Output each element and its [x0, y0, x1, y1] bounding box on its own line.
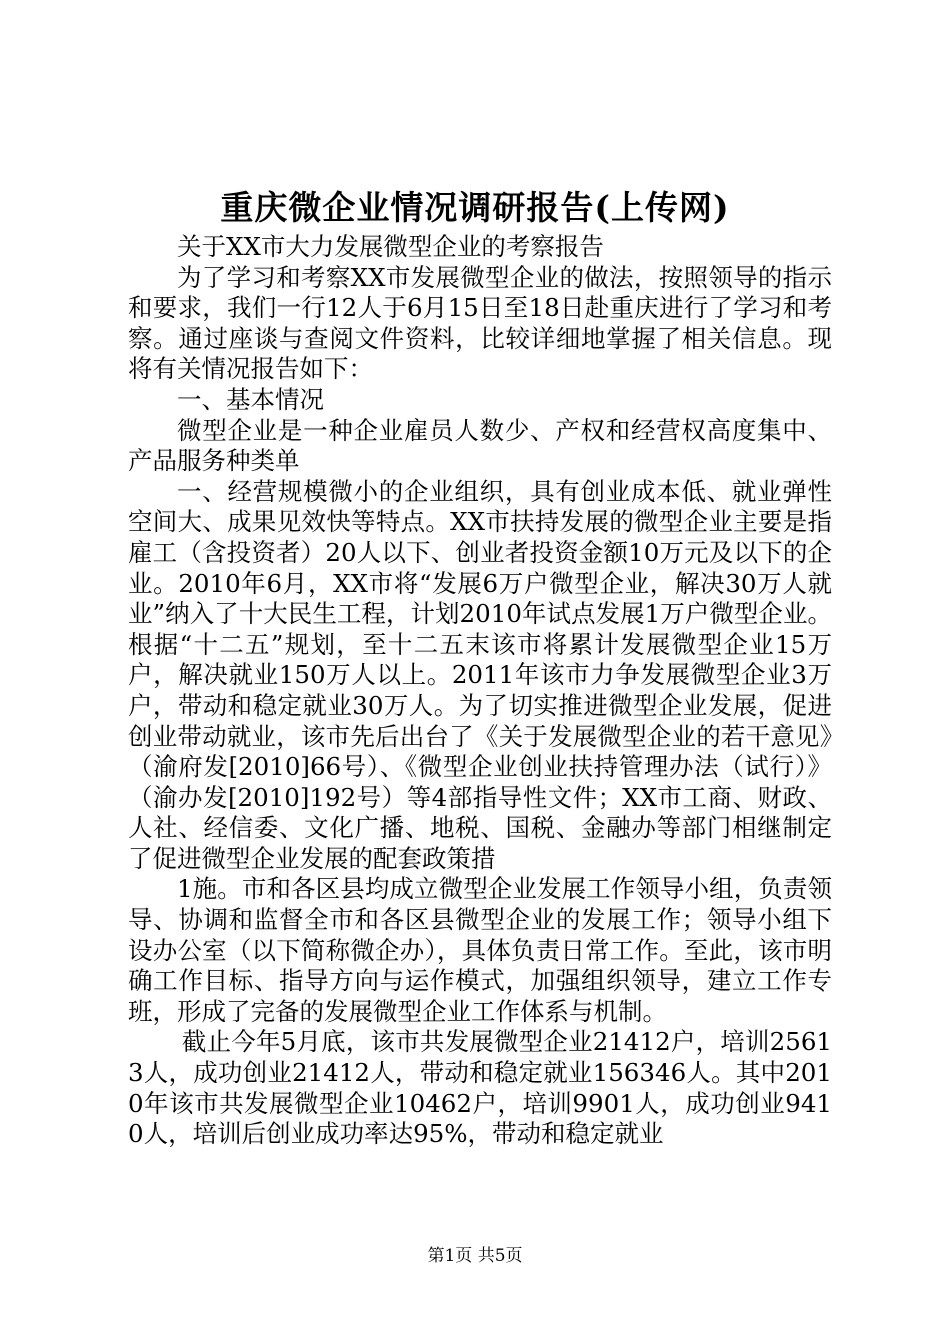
document-title: 重庆微企业情况调研报告(上传网): [220, 188, 730, 227]
paragraph-definition: 微型企业是一种企业雇员人数少、产权和经营权高度集中、产品服务种类单: [128, 415, 832, 476]
paragraph-policy: 一、经营规模微小的企业组织，具有创业成本低、就业弹性空间大、成果见效快等特点。XX市扶持发展的微型企业主要是指雇工（含投资者）20人以下、创业者投资金额10万元及以下的企业。2010年6月，XX市将“发展6万户微型企业，解决30万人就业”纳入了十大民生工程，计划2010年试点发展1万户微型企业。根据“十二五”规划，至十二五末该市将累计发展微型企业15万户，解决就业150万人以上。2011年该市力争发展微型企业3万户，带动和稳定就业30万人。为了切实推进微型企业发展，促进创业带动就业，该市先后出台了《关于发展微型企业的若干意见》（渝府发[2010]66号）、《微型企业创业扶持管理办法（试行）》（渝办发[2010]192号）等4部指导性文件；XX市工商、财政、人社、经信委、文化广播、地税、国税、金融办等部门相继制定了促进微型企业发展的配套政策措: [128, 476, 832, 873]
paragraph-intro: 为了学习和考察XX市发展微型企业的做法，按照领导的指示和要求，我们一行12人于6月15日至18日赴重庆进行了学习和考察。通过座谈与查阅文件资料，比较详细地掌握了相关信息。现将有关情况报告如下：: [128, 262, 832, 384]
paragraph-organization: 1施。市和各区县均成立微型企业发展工作领导小组，负责领导、协调和监督全市和各区县微型企业的发展工作；领导小组下设办公室（以下简称微企办），具体负责日常工作。至此，该市明确工作目标、指导方向与运作模式，加强组织领导，建立工作专班，形成了完备的发展微型企业工作体系与机制。: [128, 874, 832, 1026]
document-body: [128, 232, 832, 1150]
page-number-footer: 第1页 共5页: [427, 1246, 523, 1266]
section-heading-basic: 一、基本情况: [177, 384, 324, 414]
paragraph-statistics: 截止今年5月底，该市共发展微型企业21412户，培训25613人，成功创业21412人，带动和稳定就业156346人。其中2010年该市共发展微型企业10462户，培训9901人，成功创业9410人，培训后创业成功率达95%，带动和稳定就业: [128, 1027, 832, 1149]
paragraph-subtitle: 关于XX市大力发展微型企业的考察报告: [177, 232, 604, 261]
